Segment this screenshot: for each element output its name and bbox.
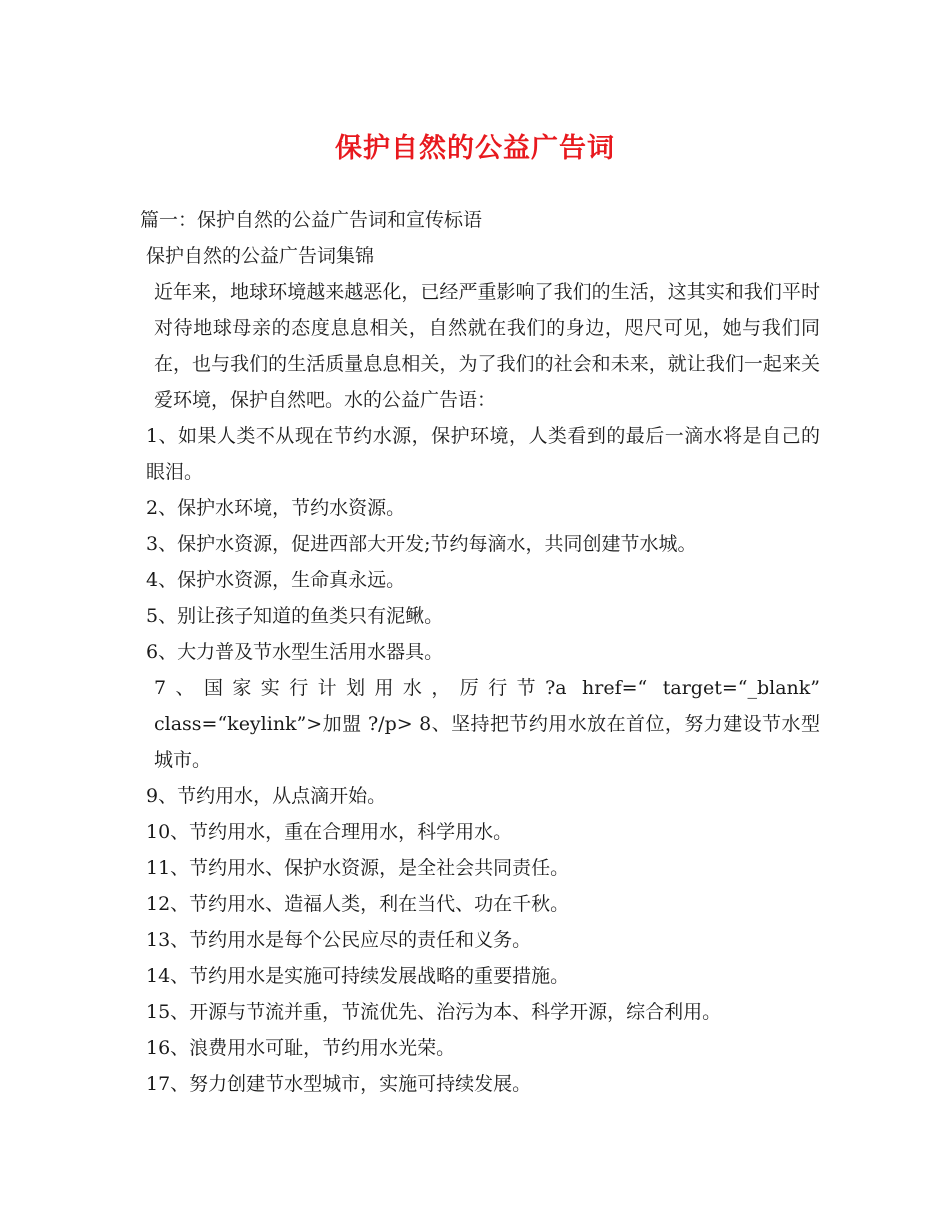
paragraph: 16、浪费用水可耻，节约用水光荣。 (146, 1037, 456, 1059)
document-body (140, 202, 820, 1102)
paragraph: 6、大力普及节水型生活用水器具。 (146, 641, 444, 663)
paragraph: 12、节约用水、造福人类，利在当代、功在千秋。 (146, 893, 570, 915)
paragraph: 篇一：保护自然的公益广告词和宣传标语 (140, 209, 483, 231)
document-title: 保护自然的公益广告词 (335, 133, 615, 164)
paragraph: 5、别让孩子知道的鱼类只有泥鳅。 (146, 605, 444, 627)
paragraph: 17、努力创建节水型城市，实施可持续发展。 (146, 1073, 532, 1095)
paragraph: 3、保护水资源，促进西部大开发;节约每滴水，共同创建节水城。 (146, 533, 697, 555)
paragraph: 14、节约用水是实施可持续发展战略的重要措施。 (146, 965, 570, 987)
paragraph: 11、节约用水、保护水资源，是全社会共同责任。 (146, 857, 570, 879)
paragraph: 13、节约用水是每个公民应尽的责任和义务。 (146, 929, 532, 951)
paragraph: 7、国家实行计划用水，厉行节?a href=“ target=“_blank” class=“keylink”>加盟 ?/p> 8、坚持把节约用水放在首位，努力建设节水型城市。 (154, 677, 820, 771)
paragraph: 4、保护水资源，生命真永远。 (146, 569, 406, 591)
paragraph: 1、如果人类不从现在节约水源，保护环境，人类看到的最后一滴水将是自己的眼泪。 (146, 425, 820, 483)
paragraph: 保护自然的公益广告词集锦 (146, 245, 375, 267)
paragraph: 10、节约用水，重在合理用水，科学用水。 (146, 821, 513, 843)
paragraph: 近年来，地球环境越来越恶化，已经严重影响了我们的生活，这其实和我们平时对待地球母亲的态度息息相关，自然就在我们的身边，咫尺可见，她与我们同在，也与我们的生活质量息息相关，为了我们的社会和未来，就让我们一起来关爱环境，保护自然吧。水的公益广告语： (154, 281, 820, 411)
paragraph: 9、节约用水，从点滴开始。 (146, 785, 387, 807)
paragraph: 2、保护水环境，节约水资源。 (146, 497, 406, 519)
paragraph: 15、开源与节流并重，节流优先、治污为本、科学开源，综合利用。 (146, 1001, 722, 1023)
